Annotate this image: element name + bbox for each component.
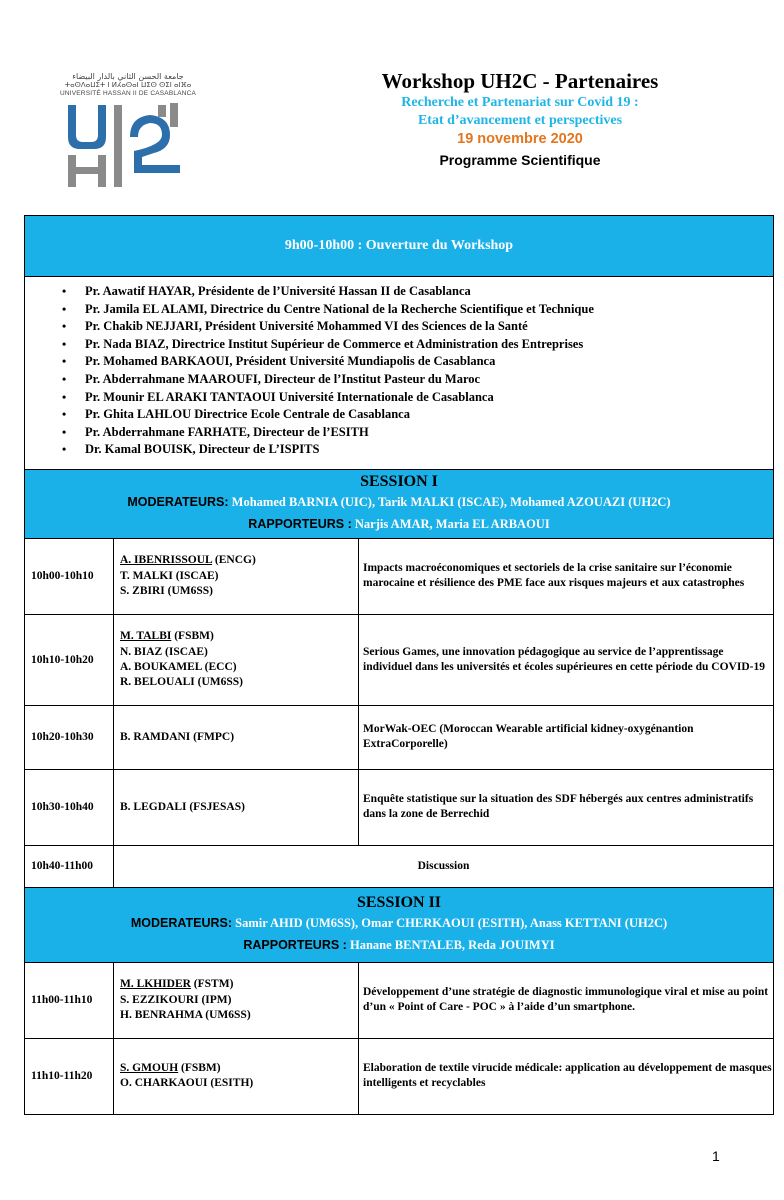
talk-subject: Impacts macroéconomiques et sectoriels de la crise sanitaire sur l’économie marocaine et résilience des PME face aux risques majeurs et aux catastrophes [359, 538, 774, 614]
logo-french-text: UNIVERSITÉ HASSAN II DE CASABLANCA [59, 90, 197, 97]
discussion-label: Discussion [114, 845, 774, 887]
list-item: • Pr. Nada BIAZ, Directrice Institut Supérieur de Commerce et Administration des Entreprises [85, 336, 773, 354]
session-1-rapporteurs: RAPPORTEURS : Narjis AMAR, Maria EL ARBAOUI [248, 516, 550, 531]
list-item: • Pr. Abderrahmane MAAROUFI, Directeur de l’Institut Pasteur du Maroc [85, 371, 773, 389]
workshop-title: Workshop UH2C - Partenaires [381, 69, 659, 93]
talk-subject: Développement d’une stratégie de diagnostic immunologique viral et mise au point d’un « Point of Care - POC » à l’aide d’un smartphone. [359, 962, 774, 1038]
talk-presenters: A. IBENRISSOUL (ENCG) T. MALKI (ISCAE) S. ZBIRI (UM6SS) [114, 538, 359, 614]
session-2-header [25, 887, 774, 962]
talk-presenters: S. GMOUH (FSBM) O. CHARKAOUI (ESITH) [114, 1038, 359, 1114]
workshop-date: 19 novembre 2020 [457, 131, 583, 147]
opening-speakers [25, 277, 774, 470]
session-1-title: SESSION I [360, 472, 438, 490]
talk-subject: Enquête statistique sur la situation des SDF hébergés aux centres administratifs dans la zone de Berrechid [359, 769, 774, 845]
talk-presenters: M. TALBI (FSBM) N. BIAZ (ISCAE) A. BOUKAMEL (ECC) R. BELOUALI (UM6SS) [114, 614, 359, 705]
table-row [25, 845, 774, 887]
talk-time: 10h20-10h30 [25, 705, 114, 769]
talk-time: 11h00-11h10 [25, 962, 114, 1038]
opening-time: 9h00-10h00 [284, 238, 355, 253]
logo-tifinagh-text: ⵜⴰⵙⴷⴰⵡⵉⵜ ⵏ ⵍⵃⴰⵙⴰⵏ ⵡⵉⵙ ⵙⵉⵏ ⴰⵏⴼⴰ [64, 81, 192, 89]
talk-subject: MorWak-OEC (Moroccan Wearable artificial kidney-oxygénantion ExtraCorporelle) [359, 705, 774, 769]
list-item: • Pr. Aawatif HAYAR, Présidente de l’Université Hassan II de Casablanca [85, 283, 773, 301]
talk-time: 10h00-10h10 [25, 538, 114, 614]
discussion-time: 10h40-11h00 [25, 845, 114, 887]
list-item: • Dr. Kamal BOUISK, Directeur de L’ISPITS [85, 441, 773, 459]
table-row [25, 614, 774, 705]
session-2-rapporteurs: RAPPORTEURS : Hanane BENTALEB, Reda JOUIMYI [243, 937, 555, 952]
table-row [25, 538, 774, 614]
table-row [25, 769, 774, 845]
logo-arabic-text: جامعة الحسن الثاني بالدار البيضاء [72, 72, 184, 81]
workshop-subtitle-1: Recherche et Partenariat sur Covid 19 : [401, 95, 639, 110]
page-number: 1 [712, 1148, 720, 1164]
list-item: • Pr. Jamila EL ALAMI, Directrice du Centre National de la Recherche Scientifique et Technique [85, 301, 773, 319]
program-table [24, 215, 774, 1115]
talk-time: 10h10-10h20 [25, 614, 114, 705]
list-item: • Pr. Ghita LAHLOU Directrice Ecole Centrale de Casablanca [85, 406, 773, 424]
talk-presenters: B. RAMDANI (FMPC) [114, 705, 359, 769]
list-item: • Pr. Mohamed BARKAOUI, Président Université Mundiapolis de Casablanca [85, 353, 773, 371]
university-logo [58, 72, 198, 192]
table-row [25, 705, 774, 769]
session-2-moderators: MODERATEURS: Samir AHID (UM6SS), Omar CHERKAOUI (ESITH), Anass KETTANI (UH2C) [130, 915, 668, 930]
table-row [25, 962, 774, 1038]
session-1-moderators: MODERATEURS: Mohamed BARNIA (UIC), Tarik MALKI (ISCAE), Mohamed AZOUAZI (UH2C) [127, 494, 671, 509]
list-item: • Pr. Mounir EL ARAKI TANTAOUI Université Internationale de Casablanca [85, 389, 773, 407]
session-1-header [25, 469, 774, 538]
opening-header: 9h00-10h00 : Ouverture du Workshop [25, 216, 774, 277]
document-header [320, 68, 720, 171]
uh2c-emblem-icon [58, 97, 198, 187]
list-item: • Pr. Chakib NEJJARI, Président Université Mohammed VI des Sciences de la Santé [85, 318, 773, 336]
talk-presenters: B. LEGDALI (FSJESAS) [114, 769, 359, 845]
list-item: • Pr. Abderrahmane FARHATE, Directeur de l’ESITH [85, 424, 773, 442]
talk-time: 11h10-11h20 [25, 1038, 114, 1114]
workshop-subtitle-2: Etat d’avancement et perspectives [417, 113, 623, 128]
opening-title: Ouverture du Workshop [365, 238, 514, 253]
talk-subject: Elaboration de textile virucide médicale: application au développement de masques intelligents et recyclables [359, 1038, 774, 1114]
table-row [25, 1038, 774, 1114]
talk-time: 10h30-10h40 [25, 769, 114, 845]
talk-presenters: M. LKHIDER (FSTM) S. EZZIKOURI (IPM) H. BENRAHMA (UM6SS) [114, 962, 359, 1038]
program-label: Programme Scientifique [439, 152, 601, 168]
talk-subject: Serious Games, une innovation pédagogique au service de l’apprentissage individuel dans les universités et écoles supérieures en cette période du COVID-19 [359, 614, 774, 705]
session-2-title: SESSION II [356, 893, 442, 911]
